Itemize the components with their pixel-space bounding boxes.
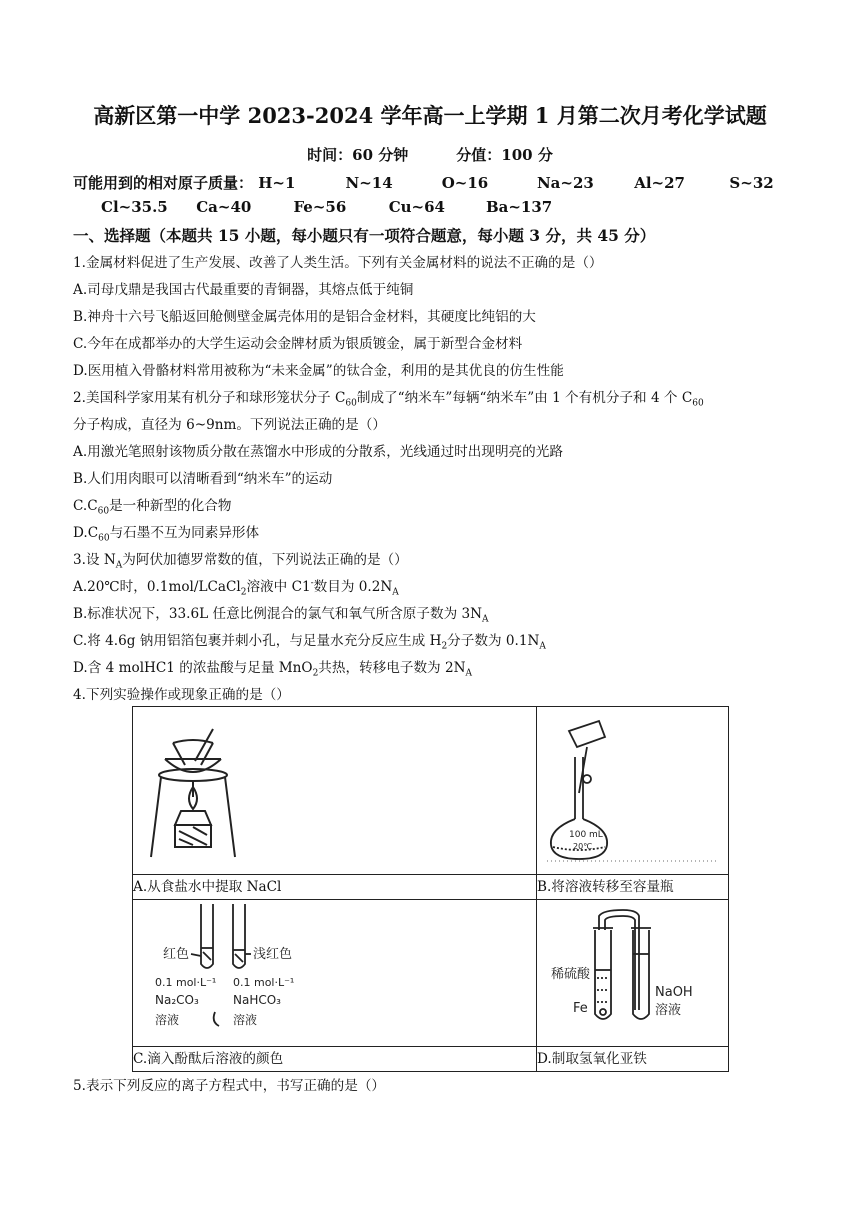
acid-label: 稀硫酸 (551, 967, 591, 982)
question-stem: 3.设 $N_A$为阿伏加德罗常数的值，下列说法正确的是（） (73, 552, 408, 571)
atomic-mass-item: H~1 (258, 174, 296, 192)
option-d: $D.C_{60}$与石墨不互为同素异形体 (73, 525, 260, 544)
atomic-mass-item: Na~23 (536, 174, 594, 192)
exam-score: 分值：100 分 (456, 146, 553, 164)
figure-d-cell (537, 900, 729, 1047)
atomic-masses-label: 可能用到的相对原子质量： (73, 174, 254, 192)
section-heading: 一、选择题（本题共 15 小题，每小题只有一项符合题意，每小题 3 分，共 45 分） (73, 226, 656, 245)
exam-info (0, 144, 860, 165)
ferrous-hydroxide-apparatus-image (537, 900, 728, 1042)
iron-label: Fe (573, 1001, 588, 1016)
page-title: 高新区第一中学 2023-2024 学年高一上学期 1 月第二次月考化学试题 (93, 103, 767, 128)
right-tube-solution: 溶液 (233, 1013, 258, 1027)
atomic-masses-row1 (73, 172, 774, 193)
atomic-mass-item: Al~27 (634, 174, 685, 192)
question-stem: 4.下列实验操作或现象正确的是（） (73, 687, 290, 703)
option-c: C.将 4.6g 钠用铝箔包裹并刺小孔，与足量水充分反应生成 $H_2$分子数为 $0.1N_A$ (73, 633, 546, 652)
caption-a: A.从食盐水中提取 NaCl (133, 875, 537, 900)
atomic-masses-row2 (101, 198, 552, 216)
left-tube-conc: 0.1 mol·L⁻¹ (155, 976, 217, 989)
atomic-mass-item: S~32 (729, 174, 774, 192)
option-a: A.司母戊鼎是我国古代最重要的青铜器，其熔点低于纯铜 (73, 282, 414, 298)
exam-time: 时间：60 分钟 (307, 146, 409, 164)
atomic-mass-item: Fe~56 (293, 198, 347, 216)
option-a: A.用激光笔照射该物质分散在蒸馏水中形成的分散系，光线通过时出现明亮的光路 (73, 444, 563, 460)
figure-b-cell (537, 707, 729, 875)
option-d: D.医用植入骨骼材料常用被称为“未来金属”的钛合金，利用的是其优良的仿生性能 (73, 363, 564, 379)
test-tubes-image (133, 900, 536, 1042)
option-a: A.20℃时，0.1mol/LCaCl$_2$溶液中 C1-数目为 $0.2N_A$ (73, 578, 399, 598)
atomic-mass-item: Cu~64 (388, 198, 445, 216)
experiment-table (132, 706, 729, 1072)
option-b: B.人们用肉眼可以清晰看到“纳米车”的运动 (73, 471, 333, 487)
atomic-mass-item: O~16 (441, 174, 489, 192)
left-tube-solution: 溶液 (155, 1013, 180, 1027)
question-stem: 1.金属材料促进了生产发展、改善了人类生活。下列有关金属材料的说法不正确的是（） (73, 255, 603, 271)
evaporation-apparatus-image (133, 707, 536, 870)
left-tube-salt: Na₂CO₃ (155, 993, 199, 1007)
figure-c-cell (133, 900, 537, 1047)
caption-b: B.将溶液转移至容量瓶 (537, 875, 729, 900)
question-stem-cont: 分子构成，直径为 6~9nm。下列说法正确的是（） (73, 417, 386, 433)
question-stem: 2.美国科学家用某有机分子和球形笼状分子 $C_{60}$制成了“纳米车”每辆“纳米车”由 1 个有机分子和 4 个 $C_{60}$ (73, 390, 704, 409)
option-d: D.含 4 molHC1 的浓盐酸与足量 MnO$_2$共热，转移电子数为 $2N_A$ (73, 660, 473, 679)
figure-a-cell (133, 707, 537, 875)
right-tube-color: 浅红色 (253, 947, 293, 962)
option-b: B.标准状况下，33.6L 任意比例混合的氯气和氧气所含原子数为 $3N_A$ (73, 606, 489, 625)
naoh-solution-label: 溶液 (655, 1003, 682, 1018)
caption-c: C.滴入酚酞后溶液的颜色 (133, 1047, 537, 1072)
option-b: B.神舟十六号飞船返回舱侧壁金属壳体用的是铝合金材料，其硬度比纯铝的大 (73, 309, 536, 325)
atomic-mass-item: Ca~40 (196, 198, 252, 216)
flask-volume-label: 100 mL (569, 830, 603, 840)
caption-d: D.制取氢氧化亚铁 (537, 1047, 729, 1072)
question-stem: 5.表示下列反应的离子方程式中，书写正确的是（） (73, 1078, 386, 1094)
atomic-mass-item: Cl~35.5 (101, 198, 168, 216)
volumetric-flask-image (537, 707, 728, 870)
right-tube-salt: NaHCO₃ (233, 993, 281, 1007)
left-tube-color: 红色 (163, 947, 190, 962)
flask-temp-label: 20℃ (573, 842, 593, 851)
right-tube-conc: 0.1 mol·L⁻¹ (233, 976, 295, 989)
option-c: $C.C_{60}$是一种新型的化合物 (73, 498, 232, 517)
atomic-mass-item: N~14 (345, 174, 393, 192)
option-c: C.今年在成都举办的大学生运动会金牌材质为银质镀金，属于新型合金材料 (73, 336, 523, 352)
atomic-mass-item: Ba~137 (485, 198, 553, 216)
naoh-label: NaOH (655, 985, 693, 1000)
